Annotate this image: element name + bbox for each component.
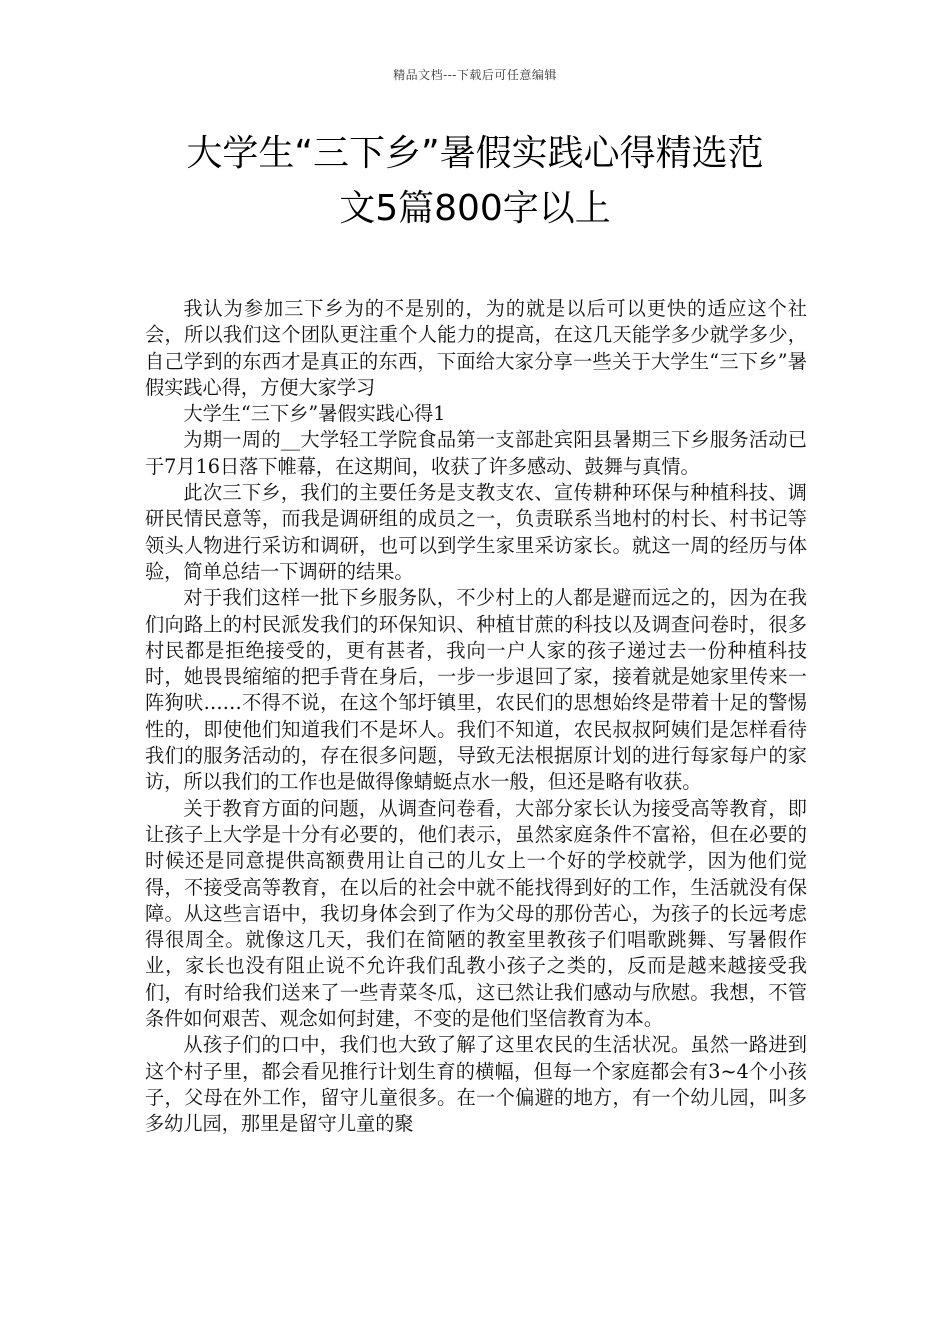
body-paragraph: 从孩子们的口中，我们也大致了解了这里农民的生活状况。虽然一路进到这个村子里，都会看见推行计划生育的横幅，但每一个家庭都会有3~4个小孩子，父母在外工作，留守儿童很多。在一个偏避的地方，有一个幼儿园，叫多多幼儿园，那里是留守儿童的聚 <box>145 1033 807 1136</box>
title-line-1: 大学生“三下乡”暑假实践心得精选范 <box>186 133 764 174</box>
body-paragraph: 为期一周的__大学轻工学院食品第一支部赴宾阳县暑期三下乡服务活动已于7月16日落下帷幕，在这期间，收获了许多感动、鼓舞与真情。 <box>145 428 807 478</box>
body-paragraph: 对于我们这样一批下乡服务队，不少村上的人都是避而远之的，因为在我们向路上的村民派发我们的环保知识、种植甘蔗的科技以及调查问卷时，很多村民都是拒绝接受的，更有甚者，我向一户人家的孩子递过去一份种植科技时，她畏畏缩缩的把手背在身后，一步一步退回了家，接着就是她家里传来一阵狗吠……不得不说，在这个邹圩镇里，农民们的思想始终是带着十足的警惕性的，即使他们知道我们不是坏人。我们不知道，农民叔叔阿姨们是怎样看待我们的服务活动的，存在很多问题，导致无法根据原计划的进行每家每户的家访，所以我们的工作也是做得像蜻蜓点水一般，但还是略有收获。 <box>145 586 807 794</box>
body-paragraph: 此次三下乡，我们的主要任务是支教支农、宣传耕种环保与种植科技、调研民情民意等，而我是调研组的成员之一，负责联系当地村的村长、村书记等领头人物进行采访和调研，也可以到学生家里采访家长。就这一周的经历与体验，简单总结一下调研的结果。 <box>145 481 807 583</box>
document-body <box>145 296 807 1138</box>
document-title <box>120 126 830 236</box>
intro-paragraph: 我认为参加三下乡为的不是别的，为的就是以后可以更快的适应这个社会，所以我们这个团队更注重个人能力的提高，在这几天能学多少就学多少，自己学到的东西才是真正的东西，下面给大家分享一些关于大学生“三下乡”暑假实践心得，方便大家学习 <box>145 297 807 399</box>
section-heading: 大学生“三下乡”暑假实践心得1 <box>183 402 446 426</box>
header-note: 精品文档---下载后可任意编辑 <box>393 68 557 82</box>
title-line-2: 文5篇800字以上 <box>339 188 611 229</box>
body-paragraph: 关于教育方面的问题，从调查问卷看，大部分家长认为接受高等教育，即让孩子上大学是十分有必要的，他们表示，虽然家庭条件不富裕，但在必要的时候还是同意提供高额费用让自己的儿女上一个好的学校就学，因为他们觉得，不接受高等教育，在以后的社会中就不能找得到好的工作，生活就没有保障。从这些言语中，我切身体会到了作为父母的那份苦心，为孩子的长远考虑得很周全。就像这几天，我们在简陋的教室里教孩子们唱歌跳舞、写暑假作业，家长也没有阻止说不允许我们乱教小孩子之类的，反而是越来越接受我们，有时给我们送来了一些青菜冬瓜，这已然让我们感动与欣慰。我想，不管条件如何艰苦、观念如何封建，不变的是他们坚信教育为本。 <box>145 796 807 1031</box>
